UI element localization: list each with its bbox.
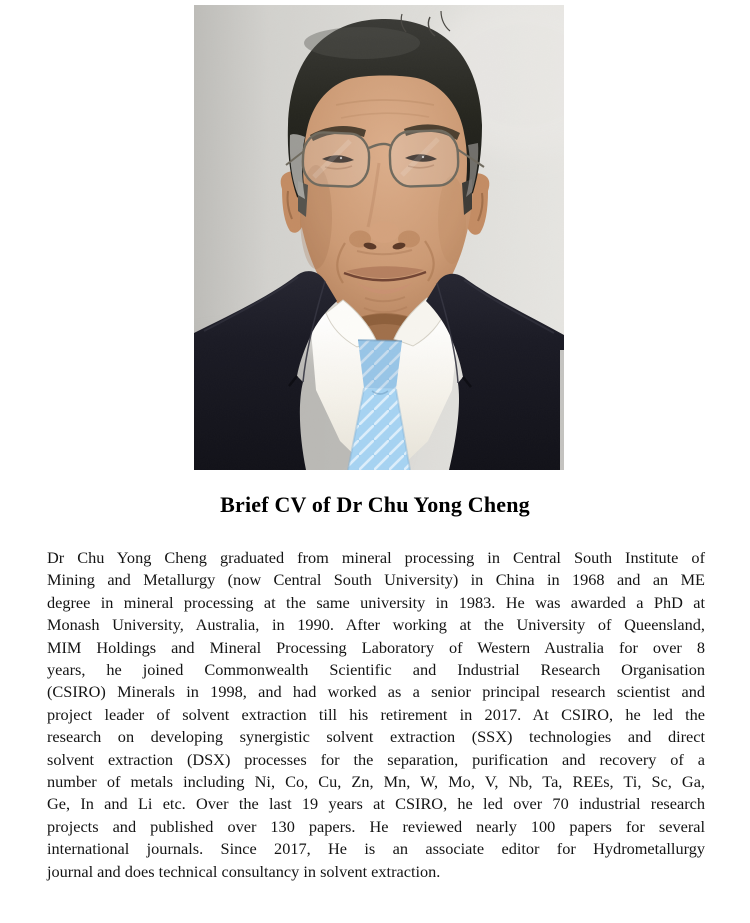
bio-line-10: solvent extraction (DSX) processes for the separation, purification and recovery of a — [47, 749, 705, 769]
bio-line-6: years, he joined Commonwealth Scientific and Industrial Research Organisation — [47, 660, 705, 680]
bio-line-12: Ge, In and Li etc. Over the last 19 years at CSIRO, he led over 70 industrial research — [47, 794, 705, 814]
bio-line-3: degree in mineral processing at the same university in 1983. He was awarded a PhD at — [47, 592, 705, 612]
bio-line-11: number of metals including Ni, Co, Cu, Zn, Mn, W, Mo, V, Nb, Ta, REEs, Ti, Sc, Ga, — [47, 772, 705, 792]
photo-grain-texture — [194, 5, 564, 470]
bio-line-5: MIM Holdings and Mineral Processing Laboratory of Western Australia for over 8 — [47, 637, 705, 657]
bio-line-2: Mining and Metallurgy (now Central South University) in China in 1968 and an ME — [47, 570, 705, 590]
bio-line-1: Dr Chu Yong Cheng graduated from mineral processing in Central South Institute of — [47, 548, 705, 567]
bio-line-13: projects and published over 130 papers. He reviewed nearly 100 papers for several — [47, 816, 705, 836]
bio-line-7: (CSIRO) Minerals in 1998, and had worked as a senior principal research scientist and — [47, 682, 705, 702]
bio-paragraph — [47, 547, 705, 883]
bio-line-14: international journals. Since 2017, He is an associate editor for Hydrometallurgy — [47, 839, 705, 859]
portrait-illustration — [194, 5, 564, 470]
page-title: Brief CV of Dr Chu Yong Cheng — [220, 492, 530, 517]
bio-line-15: journal and does technical consultancy in solvent extraction. — [47, 861, 441, 881]
bio-line-9: research on developing synergistic solvent extraction (SSX) technologies and direct — [47, 727, 705, 747]
bio-line-8: project leader of solvent extraction till his retirement in 2017. At CSIRO, he led the — [47, 704, 705, 724]
portrait-photo — [194, 5, 564, 470]
bio-line-4: Monash University, Australia, in 1990. After working at the University of Queensland, — [47, 615, 705, 635]
